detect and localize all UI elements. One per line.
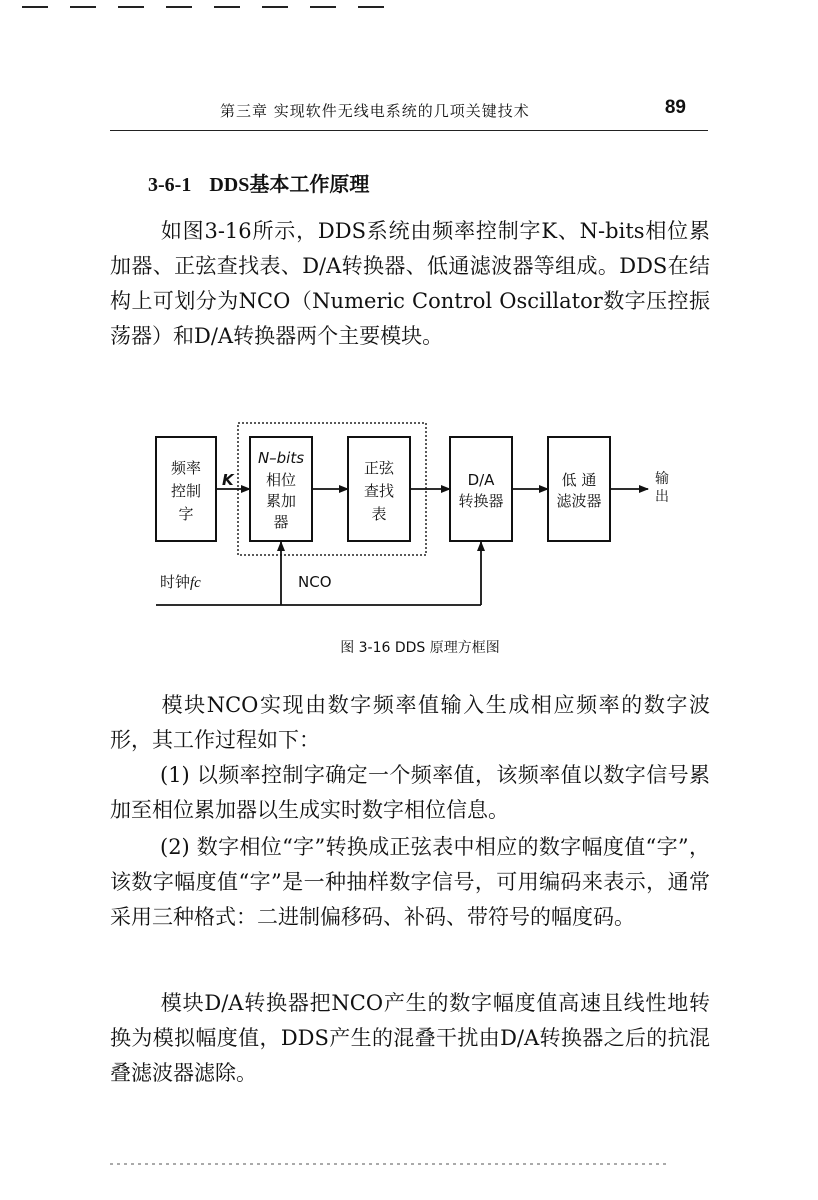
dds-block-diagram [140, 415, 700, 620]
section-title-text: DDS基本工作原理 [209, 174, 370, 196]
accumulator-line: 累加 [265, 492, 297, 510]
dac-line: 转换器 [458, 492, 504, 510]
paragraph-dac-text: 模块D/A转换器把NCO产生的数字幅度值高速且线性地转换为模拟幅度值，DDS产生的混叠干扰由D/A转换器之后的抗混叠滤波器滤除。 [110, 991, 710, 1085]
paragraph-intro [110, 214, 710, 354]
sine-table-line: 正弦 [363, 459, 395, 477]
figure-caption: 图 3-16 DDS 原理方框图 [340, 640, 500, 656]
paragraph-dac [110, 986, 710, 1091]
dac-line: D/A [467, 471, 495, 489]
output-label: 出 [655, 489, 669, 505]
sine-table-line: 表 [371, 505, 387, 523]
freq-word-line: 频率 [170, 459, 202, 477]
paragraph-step-2 [110, 830, 710, 935]
section-heading [148, 168, 369, 197]
scan-artifact-line [110, 1163, 670, 1165]
accumulator-line: 器 [273, 513, 289, 531]
freq-word-line: 字 [178, 505, 194, 523]
page-number: 89 [664, 97, 686, 118]
paragraph-step-2-text: (2) 数字相位“字”转换成正弦表中相应的数字幅度值“字”，该数字幅度值“字”是一种抽样数字信号，可用编码来表示，通常采用三种格式：二进制偏移码、补码、带符号的幅度码。 [110, 835, 710, 929]
accumulator-line: N–bits [257, 449, 305, 467]
running-header [110, 96, 708, 131]
nco-label: NCO [298, 573, 332, 591]
section-number: 3-6-1 [148, 174, 192, 196]
lpf-line: 低 通 [561, 471, 597, 489]
paragraph-step-1 [110, 758, 710, 828]
dac-block [450, 437, 512, 541]
paragraph-intro-text: 如图3-16所示，DDS系统由频率控制字K、N-bits相位累加器、正弦查找表、D/A转换器、低通滤波器等组成。DDS在结构上可划分为NCO（Numeric Control Oscillator数字压控振荡器）和D/A转换器两个主要模块。 [110, 219, 710, 348]
freq-word-line: 控制 [170, 482, 202, 500]
chapter-title: 第三章 实现软件无线电系统的几项关键技术 [220, 102, 530, 120]
top-edge-marks [22, 6, 382, 14]
lpf-line: 滤波器 [556, 492, 602, 510]
accumulator-line: 相位 [265, 471, 297, 489]
paragraph-step-1-text: (1) 以频率控制字确定一个频率值，该频率值以数字信号累加至相位累加器以生成实时数字相位信息。 [110, 763, 710, 822]
output-label: 输 [655, 471, 669, 487]
clock-label: 时钟fc [160, 573, 201, 591]
paragraph-nco-text: 模块NCO实现由数字频率值输入生成相应频率的数字波形，其工作过程如下： [110, 693, 710, 752]
sine-table-line: 查找 [363, 482, 395, 500]
lpf-block [548, 437, 610, 541]
paragraph-nco [110, 688, 710, 758]
k-label: K [222, 471, 234, 489]
